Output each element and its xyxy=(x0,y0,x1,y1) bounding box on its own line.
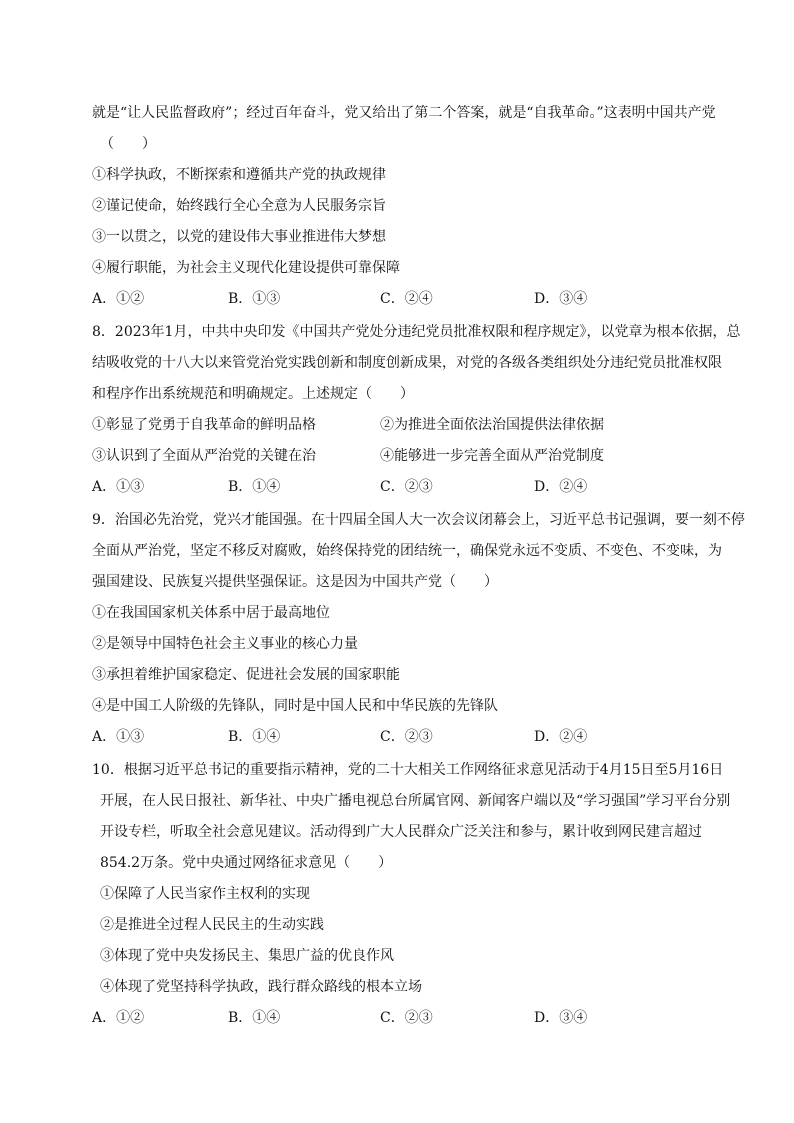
q9-option-2: ②是领导中国特色社会主义事业的核心力量 xyxy=(92,636,358,652)
q8-stem-line-1: 8．2023年1月，中共中央印发《中国共产党处分违纪党员批准权限和程序规定》，以党章为根本依据，总 xyxy=(92,324,741,340)
q7-answer-blank: （ ） xyxy=(100,136,156,152)
q8-option-1: ①彰显了党勇于自我革命的鲜明品格 xyxy=(92,417,316,433)
q9-option-4: ④是中国工人阶级的先锋队，同时是中国人民和中华民族的先锋队 xyxy=(92,698,498,714)
q7-option-4: ④履行职能，为社会主义现代化建设提供可靠保障 xyxy=(92,260,400,276)
q9-option-1: ①在我国国家机关体系中居于最高地位 xyxy=(92,605,330,621)
q9-choice-d: D．②④ xyxy=(534,729,588,745)
q7-option-3: ③一以贯之，以党的建设伟大事业推进伟大梦想 xyxy=(92,229,386,245)
q10-stem-line-1: 10．根据习近平总书记的重要指示精神，党的二十大相关工作网络征求意见活动于4月15日至5月16日 xyxy=(92,762,724,778)
q8-stem-line-2: 结吸收党的十八大以来管党治党实践创新和制度创新成果，对党的各级各类组织处分违纪党员批准权限 xyxy=(92,355,722,371)
q8-option-4: ④能够进一步完善全面从严治党制度 xyxy=(380,448,604,464)
q10-choice-c: C．②③ xyxy=(380,1010,433,1026)
q8-choice-c: C．②③ xyxy=(380,479,433,495)
q10-option-2: ②是推进全过程人民民主的生动实践 xyxy=(100,917,324,933)
q8-choice-b: B．①④ xyxy=(228,479,281,495)
q7-option-2: ②谨记使命，始终践行全心全意为人民服务宗旨 xyxy=(92,198,386,214)
q7-option-1: ①科学执政，不断探索和遵循共产党的执政规律 xyxy=(92,167,386,183)
q10-choice-b: B．①④ xyxy=(228,1010,281,1026)
q10-option-1: ①保障了人民当家作主权利的实现 xyxy=(100,886,310,902)
q8-choice-d: D．②④ xyxy=(534,479,588,495)
q10-stem-line-4: 854.2万条。党中央通过网络征求意见（ ） xyxy=(100,855,393,871)
q7-choice-c: C．②④ xyxy=(380,291,433,307)
q10-stem-line-3: 开设专栏，听取全社会意见建议。活动得到广大人民群众广泛关注和参与，累计收到网民建言超过 xyxy=(100,824,702,840)
q10-option-4: ④体现了党坚持科学执政，践行群众路线的根本立场 xyxy=(100,979,422,995)
q9-stem-line-1: 9．治国必先治党，党兴才能国强。在十四届全国人大一次会议闭幕会上，习近平总书记强调，要一刻不停 xyxy=(92,512,745,528)
q9-stem-line-2: 全面从严治党，坚定不移反对腐败，始终保持党的团结统一，确保党永远不变质、不变色、不变味，为 xyxy=(92,543,722,559)
q8-option-3: ③认识到了全面从严治党的关键在治 xyxy=(92,448,316,464)
q9-stem-line-3: 强国建设、民族复兴提供坚强保证。这是因为中国共产党（ ） xyxy=(92,574,498,590)
q9-option-3: ③承担着维护国家稳定、促进社会发展的国家职能 xyxy=(92,667,400,683)
q8-stem-line-3: 和程序作出系统规范和明确规定。上述规定（ ） xyxy=(92,386,414,402)
q7-choice-d: D．③④ xyxy=(534,291,588,307)
q8-option-2: ②为推进全面依法治国提供法律依据 xyxy=(380,417,604,433)
q9-choice-b: B．①④ xyxy=(228,729,281,745)
q7-stem-line-1: 就是“让人民监督政府”；经过百年奋斗，党又给出了第二个答案，就是“自我革命。”这表明中国共产党 xyxy=(92,105,716,121)
q10-option-3: ③体现了党中央发扬民主、集思广益的优良作风 xyxy=(100,948,394,964)
q7-choice-b: B．①③ xyxy=(228,291,281,307)
q10-choice-a: A．①② xyxy=(92,1010,145,1026)
q9-choice-a: A．①③ xyxy=(92,729,145,745)
q10-choice-d: D．③④ xyxy=(534,1010,588,1026)
q10-stem-line-2: 开展，在人民日报社、新华社、中央广播电视总台所属官网、新闻客户端以及“学习强国”学习平台分别 xyxy=(100,793,731,809)
q7-choice-a: A．①② xyxy=(92,291,145,307)
q9-choice-c: C．②③ xyxy=(380,729,433,745)
q8-choice-a: A．①③ xyxy=(92,479,145,495)
